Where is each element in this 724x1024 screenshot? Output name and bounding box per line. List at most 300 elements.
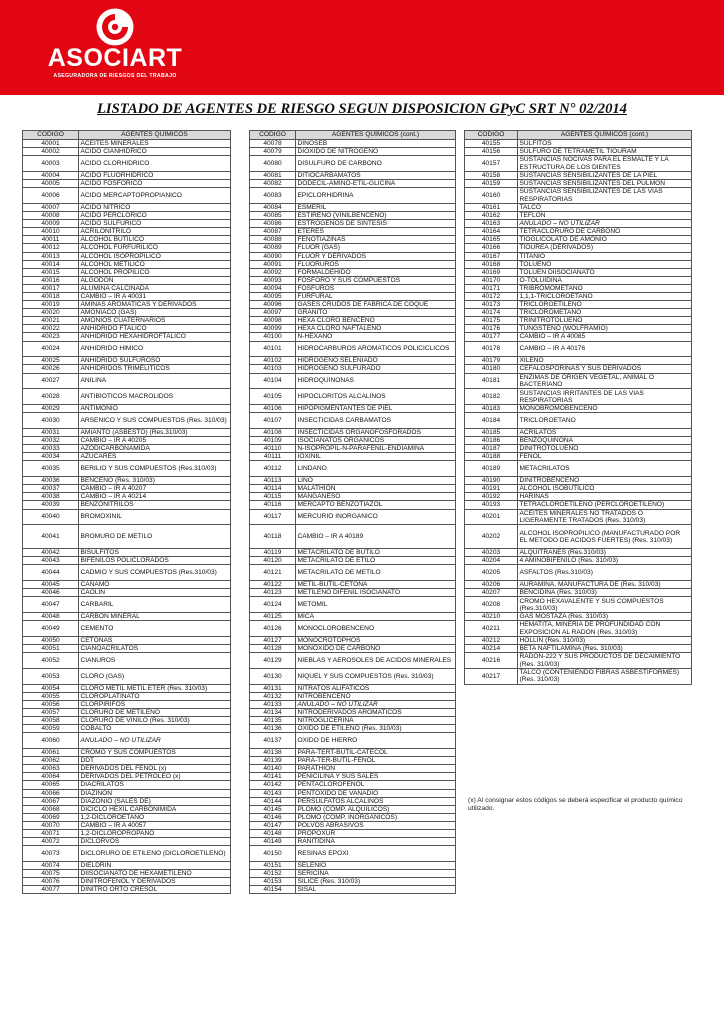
table-row [23, 581, 231, 589]
agent-code: 40133 [250, 700, 296, 708]
agent-code: 40159 [465, 180, 518, 188]
agent-code: 40174 [465, 309, 518, 317]
agent-code: 40107 [250, 413, 296, 429]
table-row [250, 268, 456, 276]
table-row [465, 597, 692, 613]
agent-code: 40017 [23, 284, 79, 292]
table-row [250, 557, 456, 565]
table-row [250, 220, 456, 228]
table-row [250, 565, 456, 581]
agent-name: DIAZONIO (SALES DE) [79, 797, 231, 805]
table-row [465, 389, 692, 405]
agent-name: TRINITROTOLUENO [518, 317, 692, 325]
agent-code: 40167 [465, 252, 518, 260]
agent-code: 40091 [250, 260, 296, 268]
table-row [23, 613, 231, 621]
agent-name: METIL-BUTIL-CETONA [296, 581, 456, 589]
table-row [23, 276, 231, 284]
table-row [250, 525, 456, 549]
agent-code: 40153 [250, 878, 296, 886]
agent-name: FOSFORO Y SUS COMPUESTOS [296, 276, 456, 284]
agent-name: METACRILATOS [518, 461, 692, 477]
table-row [250, 861, 456, 869]
agent-name: FOSFUROS [296, 284, 456, 292]
table-row [250, 509, 456, 525]
agent-code: 40041 [23, 525, 79, 549]
table-row [23, 813, 231, 821]
table-row [465, 228, 692, 236]
agent-name: CEMENTO [79, 621, 231, 637]
table-row [465, 557, 692, 565]
agent-name: BERILIO Y SUS COMPUESTOS (Res.310/03) [79, 461, 231, 477]
agent-code: 40095 [250, 293, 296, 301]
agent-name: ALCOHOL FURFURILICO [79, 244, 231, 252]
agent-name: TIOUREA (DERIVADOS) [518, 244, 692, 252]
table-row [250, 645, 456, 653]
table-row [250, 549, 456, 557]
agent-name: FENOTIAZINAS [296, 236, 456, 244]
agent-name: ACEITES MINERALES [79, 140, 231, 148]
agent-code: 40039 [23, 501, 79, 509]
agent-code: 40014 [23, 260, 79, 268]
agent-code: 40175 [465, 317, 518, 325]
table-row [250, 171, 456, 179]
agent-code: 40094 [250, 284, 296, 292]
agent-name: NITRODERIVADOS AROMATICOS [296, 708, 456, 716]
table-row [465, 525, 692, 549]
agent-code: 40076 [23, 878, 79, 886]
agent-name: ACIDO CLORHIDRICO [79, 156, 231, 172]
table-row [23, 477, 231, 485]
agent-name: HIDROQUINONAS [296, 373, 456, 389]
agent-code: 40138 [250, 749, 296, 757]
table-row [250, 789, 456, 797]
agent-code: 40005 [23, 180, 79, 188]
agent-name: GRANITO [296, 309, 456, 317]
agent-name: HARINAS [518, 493, 692, 501]
agent-code: 40099 [250, 325, 296, 333]
agent-name: TRICLOROMETANO [518, 309, 692, 317]
agent-name: NITROBENCENO [296, 692, 456, 700]
table-row [250, 309, 456, 317]
agent-name: CAMBIO – IR A 40189 [296, 525, 456, 549]
table-row [23, 252, 231, 260]
table-row [23, 341, 231, 357]
table-row [23, 789, 231, 797]
agent-code: 40009 [23, 220, 79, 228]
table-row [23, 757, 231, 765]
agent-name: TUNGSTENO (WOLFRAMIO) [518, 325, 692, 333]
agent-code: 40113 [250, 477, 296, 485]
table-row [465, 309, 692, 317]
agent-name: 4 AMINOBIFENILO (Res. 310/03) [518, 557, 692, 565]
table-row [465, 453, 692, 461]
agent-code: 40082 [250, 180, 296, 188]
agent-code: 40122 [250, 581, 296, 589]
agent-code: 40144 [250, 797, 296, 805]
agent-code: 40063 [23, 765, 79, 773]
agent-name: DINITRO ORTO CRESOL [79, 886, 231, 894]
agent-code: 40018 [23, 293, 79, 301]
table-row [250, 805, 456, 813]
table-row [250, 493, 456, 501]
agent-code: 40003 [23, 156, 79, 172]
table-row [465, 276, 692, 284]
agent-code: 40033 [23, 445, 79, 453]
agent-code: 40080 [250, 156, 296, 172]
table-row [23, 692, 231, 700]
agent-name: ANHIDRIDO HIMICO [79, 341, 231, 357]
agent-code: 40024 [23, 341, 79, 357]
agent-code: 40210 [465, 613, 518, 621]
agent-code: 40057 [23, 708, 79, 716]
agent-name: NITRATOS ALIFATICOS [296, 684, 456, 692]
agent-header: AGENTES QUÍMICOS (cont.) [296, 131, 456, 140]
table-row [23, 268, 231, 276]
agent-code: 40066 [23, 789, 79, 797]
agent-code: 40190 [465, 477, 518, 485]
agent-name: AMINAS AROMATICAS Y DERIVADOS [79, 301, 231, 309]
header-band [0, 0, 724, 95]
agent-name: CIANOACRILATOS [79, 645, 231, 653]
code-header: CODIGO [465, 131, 518, 140]
agent-name: TETRACLORURO DE CARBONO [518, 228, 692, 236]
agent-name: SELENIO [296, 861, 456, 869]
agent-code: 40150 [250, 846, 296, 862]
table-row [23, 156, 231, 172]
table-row [250, 477, 456, 485]
asociart-emblem-icon [95, 7, 135, 47]
agent-code: 40101 [250, 341, 296, 357]
agent-name: TOLUENO [518, 260, 692, 268]
agent-code: 40074 [23, 861, 79, 869]
table-row [23, 203, 231, 211]
table-row [465, 509, 692, 525]
agent-code: 40010 [23, 228, 79, 236]
agent-name: INSECTICIDAS ORGANOFOSFORADOS [296, 429, 456, 437]
table-row [465, 581, 692, 589]
table-row [250, 212, 456, 220]
agent-name: CAMBIO – IR A 40176 [518, 341, 692, 357]
agent-name: TITANIO [518, 252, 692, 260]
table-row [23, 212, 231, 220]
table-row [250, 838, 456, 846]
agent-code: 40151 [250, 861, 296, 869]
table-row [250, 325, 456, 333]
agent-name: CLORO METIL METIL ETER (Res. 310/03) [79, 684, 231, 692]
table-row [250, 405, 456, 413]
agent-code: 40184 [465, 413, 518, 429]
agent-code: 40154 [250, 886, 296, 894]
agent-code: 40058 [23, 717, 79, 725]
agent-code: 40121 [250, 565, 296, 581]
agent-code: 40046 [23, 589, 79, 597]
agent-name: SUSTANCIAS SENSIBILIZANTES DE LAS VIAS RESPIRATORIAS [518, 188, 692, 204]
table-row [23, 453, 231, 461]
table-row [23, 838, 231, 846]
agent-name: RADON-222 Y SUS PRODUCTOS DE DECAIMIENTO (Res. 310/03) [518, 653, 692, 669]
agent-name: BENZONITRILOS [79, 501, 231, 509]
agent-name: DISULFURO DE CARBONO [296, 156, 456, 172]
table-row [465, 653, 692, 669]
agent-code: 40021 [23, 317, 79, 325]
table-row [250, 613, 456, 621]
agent-code: 40181 [465, 373, 518, 389]
agent-name: PARA-TERT-BUTIL-CATECOL [296, 749, 456, 757]
agent-code: 40171 [465, 284, 518, 292]
table-row [23, 501, 231, 509]
agent-name: TRICLOROETILENO [518, 301, 692, 309]
agent-code: 40001 [23, 140, 79, 148]
table-row [23, 821, 231, 829]
agent-code: 40068 [23, 805, 79, 813]
table-row [465, 180, 692, 188]
table-row [23, 317, 231, 325]
table-row [465, 413, 692, 429]
agent-code: 40016 [23, 276, 79, 284]
table-row [465, 565, 692, 581]
agent-name: SULFITOS [518, 140, 692, 148]
agent-code: 40053 [23, 668, 79, 684]
agent-code: 40118 [250, 525, 296, 549]
agent-name: CETONAS [79, 636, 231, 644]
agent-code: 40027 [23, 373, 79, 389]
table-row [250, 581, 456, 589]
agent-code: 40079 [250, 148, 296, 156]
agent-name: ENZIMAS DE ORIGEN VEGETAL, ANIMAL O BACTERIANO [518, 373, 692, 389]
agent-name: CIANUROS [79, 653, 231, 669]
agent-code: 40097 [250, 309, 296, 317]
agent-code: 40025 [23, 357, 79, 365]
agent-name: PLOMO (COMP. INORGANICOS) [296, 813, 456, 821]
agent-name: O-TOLUIDINA [518, 276, 692, 284]
agent-code: 40155 [465, 140, 518, 148]
agent-code: 40103 [250, 365, 296, 373]
table-row [250, 365, 456, 373]
table-row [250, 589, 456, 597]
table-row [465, 203, 692, 211]
agent-code: 40047 [23, 597, 79, 613]
table-row [250, 765, 456, 773]
agent-name: IOXINIL [296, 453, 456, 461]
agent-name: GASES CRUDOS DE FABRICA DE COQUE [296, 301, 456, 309]
table-row [23, 493, 231, 501]
agent-name: CLORURO DE METILENO [79, 708, 231, 716]
agent-code: 40125 [250, 613, 296, 621]
table-row [465, 589, 692, 597]
agent-name: METILENO DIFENIL ISOCIANATO [296, 589, 456, 597]
agent-name: SILICE (Res. 310/03) [296, 878, 456, 886]
agent-code: 40037 [23, 485, 79, 493]
agent-name: CAMBIO – IR A 40031 [79, 293, 231, 301]
agent-name: ARSENICO Y SUS COMPUESTOS (Res. 310/03) [79, 413, 231, 429]
agent-name: FLUOR (GAS) [296, 244, 456, 252]
agent-code: 40147 [250, 821, 296, 829]
agent-code: 40105 [250, 389, 296, 405]
table-row [23, 765, 231, 773]
agent-name: LINDANO [296, 461, 456, 477]
table-row [465, 171, 692, 179]
agent-code: 40019 [23, 301, 79, 309]
agent-name: DERIVADOS DEL PETROLEO (x) [79, 773, 231, 781]
table-row [465, 461, 692, 477]
agent-code: 40096 [250, 301, 296, 309]
table-row [23, 861, 231, 869]
agent-name: HIDROGENO SULFURADO [296, 365, 456, 373]
table-row [250, 284, 456, 292]
agent-name: PERSULFATOS ALCALINOS [296, 797, 456, 805]
table-row [465, 236, 692, 244]
agent-name: CAMBIO – IR A 40085 [518, 333, 692, 341]
brand-tagline: ASEGURADORA DE RIESGOS DEL TRABAJO [53, 73, 177, 79]
table-row [465, 148, 692, 156]
agent-name: ACRILATOS [518, 429, 692, 437]
table-row [250, 180, 456, 188]
table-row [465, 621, 692, 637]
agent-code: 40161 [465, 203, 518, 211]
agent-name: BROMURO DE METILO [79, 525, 231, 549]
table-row [465, 645, 692, 653]
agent-code: 40207 [465, 589, 518, 597]
agent-code: 40078 [250, 140, 296, 148]
table-row [23, 846, 231, 862]
table-row [250, 653, 456, 669]
agent-code: 40054 [23, 684, 79, 692]
table-row [23, 445, 231, 453]
agent-name: FURFURAL [296, 293, 456, 301]
table-row [23, 708, 231, 716]
agent-code: 40062 [23, 757, 79, 765]
agent-code: 40124 [250, 597, 296, 613]
agent-name: DDT [79, 757, 231, 765]
agent-code: 40029 [23, 405, 79, 413]
agent-code: 40164 [465, 228, 518, 236]
table-row [250, 773, 456, 781]
agent-name: DODECIL-AMINO-ETIL-GLICINA [296, 180, 456, 188]
table-row [250, 389, 456, 405]
agent-code: 40089 [250, 244, 296, 252]
table-row [250, 700, 456, 708]
agent-name: ETERES [296, 228, 456, 236]
table-row [465, 405, 692, 413]
agent-code: 40055 [23, 692, 79, 700]
table-row [250, 341, 456, 357]
agent-code: 40102 [250, 357, 296, 365]
table-row [23, 589, 231, 597]
agent-code: 40129 [250, 653, 296, 669]
table-row [250, 357, 456, 365]
table-row [465, 477, 692, 485]
agent-name: PARATHION [296, 765, 456, 773]
table-row [23, 717, 231, 725]
agent-code: 40030 [23, 413, 79, 429]
agent-name: CROMO HEXAVALENTE Y SUS COMPUESTOS (Res.310/03) [518, 597, 692, 613]
table-row [23, 653, 231, 669]
agent-code: 40201 [465, 509, 518, 525]
table-row [250, 781, 456, 789]
table-row [23, 373, 231, 389]
agent-name: SUSTANCIAS SENSIBILIZANTES DE LA PIEL [518, 171, 692, 179]
agent-name: AMIANTO (ASBESTO) (Res.310/03) [79, 429, 231, 437]
agent-code: 40049 [23, 621, 79, 637]
agent-name: ALCOHOL ISOBUTÍLICO [518, 485, 692, 493]
agent-name: DINOSEB [296, 140, 456, 148]
agent-code: 40071 [23, 830, 79, 838]
agent-name: ACIDO SULFURICO [79, 220, 231, 228]
agent-name: CAOLIN [79, 589, 231, 597]
agent-name: TRICLOROETANO [518, 413, 692, 429]
agent-name: ANHIDRIDOS TRIMELITICOS [79, 365, 231, 373]
agent-name: AURAMINA, MANUFACTURA DE (Res. 310/03) [518, 581, 692, 589]
page-title: LISTADO DE AGENTES DE RIESGO SEGUN DISPOSICION GPyC SRT N° 02/2014 [97, 101, 627, 117]
agent-name: DINITROFENOL Y DERIVADOS [79, 878, 231, 886]
agent-code: 40168 [465, 260, 518, 268]
table-row [465, 613, 692, 621]
agent-code: 40083 [250, 188, 296, 204]
agent-code: 40173 [465, 301, 518, 309]
agent-name: CARBON MINERAL [79, 613, 231, 621]
agent-code: 40204 [465, 557, 518, 565]
table-row [250, 830, 456, 838]
table-row [465, 493, 692, 501]
agent-code: 40032 [23, 437, 79, 445]
agent-name: AZUCARES [79, 453, 231, 461]
agent-code: 40036 [23, 477, 79, 485]
table-row [250, 203, 456, 211]
agent-code: 40064 [23, 773, 79, 781]
agent-code: 40170 [465, 276, 518, 284]
agent-name: METOMIL [296, 597, 456, 613]
code-header: CODIGO [250, 131, 296, 140]
agent-code: 40085 [250, 212, 296, 220]
agent-code: 40051 [23, 645, 79, 653]
table-row [23, 668, 231, 684]
agent-name: SUSTANCIAS NOCIVAS PARA EL ESMALTE Y LA ESTRUCTURA DE LOS DIENTES [518, 156, 692, 172]
agent-code: 40141 [250, 773, 296, 781]
agent-code: 40114 [250, 485, 296, 493]
agent-code: 40012 [23, 244, 79, 252]
agent-name: CARBARIL [79, 597, 231, 613]
agents-table-1 [22, 130, 231, 894]
agent-name: 1,1,1-TRICLOROETANO [518, 293, 692, 301]
agent-name: CLORURO DE VINILO (Res. 310/03) [79, 717, 231, 725]
table-row [23, 389, 231, 405]
agent-name: MERCURIO INORGANICO [296, 509, 456, 525]
agent-name: TIOGLICOLATO DE AMONIO [518, 236, 692, 244]
table-row [250, 725, 456, 733]
agent-code: 40217 [465, 668, 518, 684]
agent-name: DIACRILATOS [79, 781, 231, 789]
agent-name: PARA-TER-BUTIL-FENOL [296, 757, 456, 765]
agent-code: 40203 [465, 549, 518, 557]
agent-code: 40157 [465, 156, 518, 172]
table-row [250, 188, 456, 204]
agent-code: 40145 [250, 805, 296, 813]
agent-code: 40176 [465, 325, 518, 333]
agent-code: 40004 [23, 171, 79, 179]
agent-code: 40075 [23, 870, 79, 878]
agent-name: ALCOHOL BUTILICO [79, 236, 231, 244]
agent-name: MALATHION [296, 485, 456, 493]
table-row [23, 301, 231, 309]
agent-code: 40134 [250, 708, 296, 716]
agent-name: SUSTANCIAS IRRITANTES DE LAS VIAS RESPIRATORIAS [518, 389, 692, 405]
table-row [465, 501, 692, 509]
agent-code: 40112 [250, 461, 296, 477]
table-row [250, 501, 456, 509]
table-row [23, 405, 231, 413]
agent-name: FORMALDEHIDO [296, 268, 456, 276]
